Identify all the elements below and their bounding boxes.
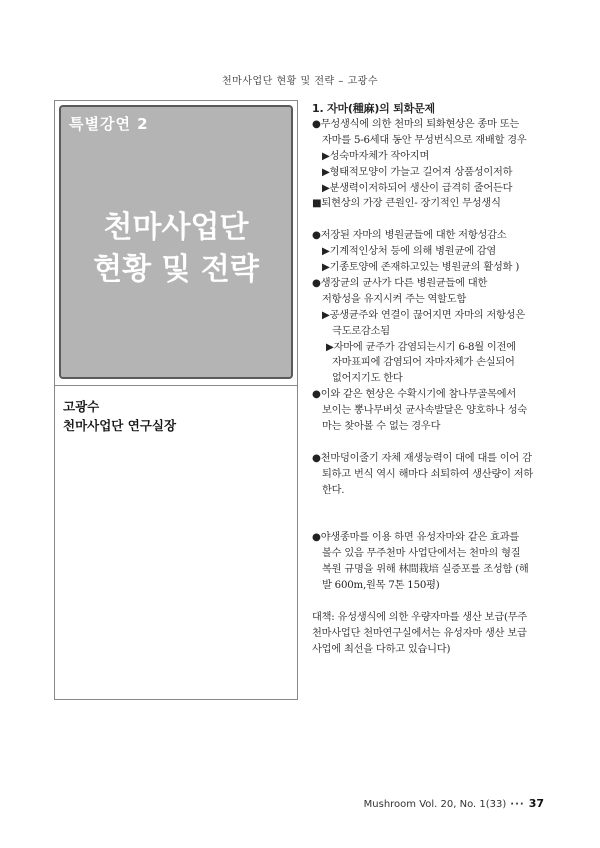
body-line: ▶자마에 균주가 감염되는시기 6-8월 이전에 xyxy=(326,341,516,353)
box-divider xyxy=(55,385,297,386)
body-line xyxy=(312,515,556,531)
body-line: ▶형태적모양이 가늘고 길어져 상품성이저하 xyxy=(322,166,513,178)
lecture-info-box xyxy=(54,100,298,700)
body-line: 한다. xyxy=(322,484,345,496)
author-name: 고광수 xyxy=(63,399,100,414)
body-line: ●무성생식에 의한 천마의 퇴화현상은 종마 또는 xyxy=(312,118,520,130)
body-text xyxy=(312,101,556,658)
body-line: 대책: 유성생식에 의한 우량자마를 생산 보급(무주 xyxy=(312,611,528,623)
page-footer xyxy=(364,797,544,810)
body-line: ●야생종마를 이용 하면 유성자마와 같은 효과를 xyxy=(312,532,520,544)
body-line: ▶기종토양에 존재하고있는 병원균의 활성화 ) xyxy=(322,262,520,274)
body-line: ▶공생균주와 연결이 끊어지면 자마의 저항성은 xyxy=(322,309,525,321)
footer-dots: ··· xyxy=(510,799,525,810)
lecture-label: 특별강연 2 xyxy=(69,115,149,133)
body-line: ▶기계적인상처 등에 의해 병원균에 감염 xyxy=(322,246,497,258)
body-line: 볼수 있음 무주천마 사업단에서는 천마의 형질 xyxy=(322,548,521,560)
body-line: 보이는 뽕나무버섯 균사속발달은 양호하나 성숙 xyxy=(322,405,527,417)
body-line: ●천마덩이줄기 자체 재생능력이 대에 대를 이어 감 xyxy=(312,452,532,464)
author-block xyxy=(63,397,176,435)
body-line: 없어지기도 한다 xyxy=(332,373,403,385)
body-line: 저항성을 유지시켜 주는 역할도함 xyxy=(322,293,467,305)
body-line: 마는 찾아볼 수 없는 경우다 xyxy=(322,421,441,433)
body-line: 사업에 최선을 다하고 있습니다) xyxy=(312,643,451,655)
body-line: ●이와 같은 현상은 수확시기에 참나무골목에서 xyxy=(312,389,517,401)
body-line: ●저장된 자마의 병원균들에 대한 저항성감소 xyxy=(312,230,507,242)
title-panel xyxy=(59,105,293,379)
body-line: ●생장균의 균사가 다른 병원균들에 대한 xyxy=(312,277,488,289)
lecture-title-line2: 현황 및 전략 xyxy=(93,252,259,287)
lecture-title xyxy=(61,207,291,291)
running-head: 천마사업단 현황 및 전략 – 고광수 xyxy=(222,76,378,87)
author-role: 천마사업단 연구실장 xyxy=(63,418,177,433)
body-line xyxy=(312,594,556,610)
section-heading: 1. 자마(種麻)의 퇴화문제 xyxy=(312,102,435,115)
page-number: 37 xyxy=(528,797,544,810)
body-line: 천마사업단 천마연구실에서는 유성자마 생산 보급 xyxy=(312,627,527,639)
body-line: 복원 규명을 위해 林間栽培 실증포를 조성함 (해 xyxy=(322,564,529,576)
body-line: ■퇴현상의 가장 큰원인- 장기적인 무성생식 xyxy=(312,198,501,210)
body-line: ▶분생력이저하되어 생산이 급격히 줄어든다 xyxy=(322,182,513,194)
body-line: 발 600m,원목 7톤 150평) xyxy=(322,580,440,592)
lecture-title-line1: 천마사업단 xyxy=(103,210,249,245)
body-line xyxy=(312,212,556,228)
body-line: 자마표피에 감염되어 자마자체가 손실되어 xyxy=(332,357,515,369)
body-line: 퇴하고 번식 역시 해마다 쇠퇴하여 생산량이 저하 xyxy=(322,468,534,480)
journal-citation: Mushroom Vol. 20, No. 1(33) xyxy=(363,799,507,810)
body-line: ▶성숙마자체가 작아지며 xyxy=(322,150,430,162)
body-line xyxy=(312,435,556,451)
body-line: 극도로감소됨 xyxy=(332,325,390,337)
body-line: 자마를 5-6세대 동안 무성번식으로 재배할 경우 xyxy=(322,134,527,146)
body-line xyxy=(312,499,556,515)
